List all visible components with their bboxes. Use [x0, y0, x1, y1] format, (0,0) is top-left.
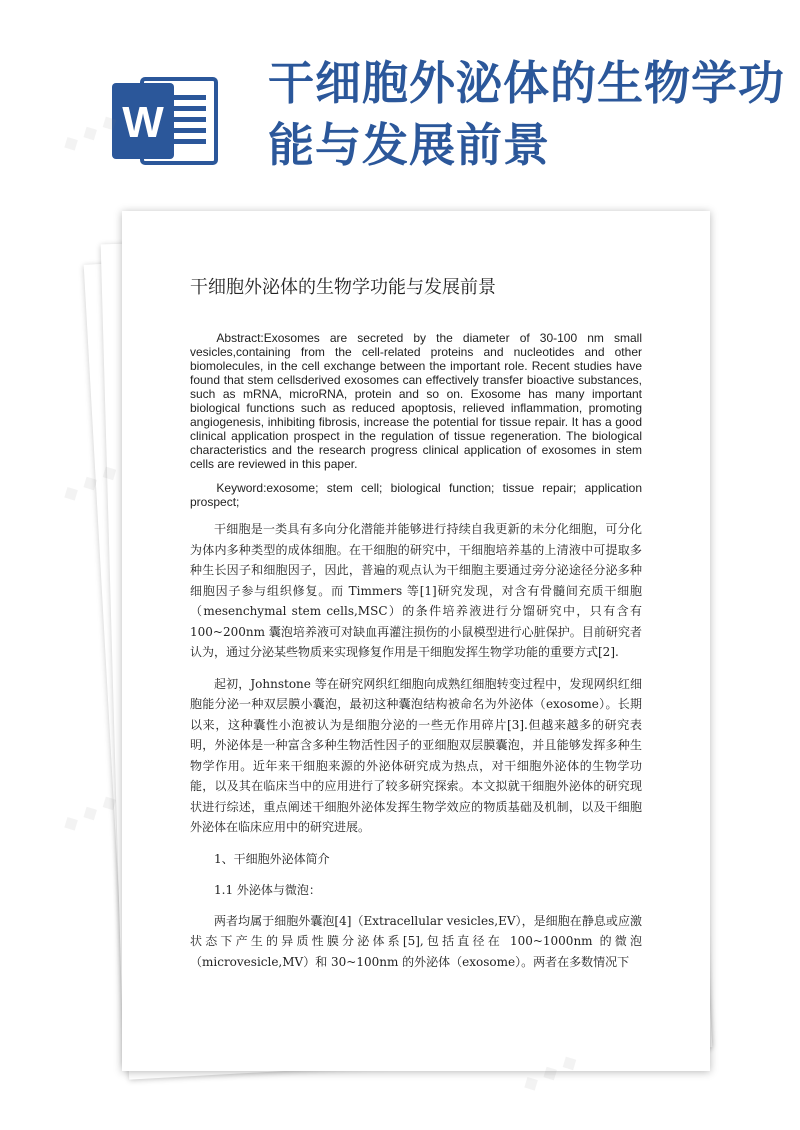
keywords: Keyword:exosome; stem cell; biological function; tissue repair; application prospect; [190, 481, 642, 509]
watermark: ◆ ◆ ◆ [517, 1047, 582, 1097]
paragraph: 两者均属于细胞外囊泡[4]（Extracellular vesicles,EV），是细胞在静息或应激状态下产生的异质性膜分泌体系[5],包括直径在 100~1000nm 的微泡（microvesicle,MV）和 30~100nm 的外泌体（exosome）。两者在多数情况下 [190, 913, 642, 969]
banner-title: 干细胞外泌体的生物学功能与发展前景 [268, 56, 785, 172]
subsection-heading: 1.1 外泌体与微泡： [214, 882, 321, 897]
document-content [190, 273, 642, 983]
watermark: ◆ ◆ ◆ [57, 107, 122, 157]
document-page [122, 211, 710, 1071]
word-document-icon [112, 73, 222, 169]
paragraph: 干细胞是一类具有多向分化潜能并能够进行持续自我更新的未分化细胞，可分化为体内多种类型的成体细胞。在干细胞的研究中，干细胞培养基的上清液中可提取多种生长因子和细胞因子，因此，普遍的观点认为干细胞主要通过旁分泌途径分泌多种细胞因子参与组织修复。而 Timmers 等[1]研究发现，对含有骨髓间充质干细胞（mesenchymal stem cells,MSC）的条件培养液进行分馏研究中，只有含有 100~200nm 囊泡培养液可对缺血再灌注损伤的小鼠模型进行心脏保护。目前研究者认为，通过分泌某些物质来实现修复作用是干细胞发挥生物学功能的重要方式[2]. [190, 522, 642, 659]
watermark: ◆ ◆ ◆ [57, 457, 122, 507]
section-heading: 1、干细胞外泌体简介 [214, 851, 330, 866]
watermark: ◆ ◆ ◆ [57, 787, 122, 837]
abstract: Abstract:Exosomes are secreted by the diameter of 30-100 nm small vesicles,containing from the cell-related proteins and nucleotides and other biomolecules, in the cell exchange between the important role. Recent studies have found that stem cellsderived exosomes can effectively transfer bioactive substances, such as mRNA, microRNA, protein and so on. Exosome has many important biological functions such as reduced apoptosis, relieved inflammation, promoting angiogenesis, inhibiting fibrosis, increase the potential for tissue repair. It has a good clinical application prospect in the regulation of tissue regeneration. The biological characteristics and the research progress clinical application of exosomes in stem cells are reviewed in this paper. [190, 331, 642, 471]
banner [0, 0, 800, 200]
document-title: 干细胞外泌体的生物学功能与发展前景 [190, 277, 496, 298]
paragraph: 起初，Johnstone 等在研究网织红细胞向成熟红细胞转变过程中，发现网织红细胞能分泌一种双层膜小囊泡，最初这种囊泡结构被命名为外泌体（exosome）。长期以来，这种囊性小泡被认为是细胞分泌的一些无作用碎片[3].但越来越多的研究表明，外泌体是一种富含多种生物活性因子的亚细胞双层膜囊泡，并且能够发挥多种生物学作用。近年来干细胞来源的外泌体研究成为热点，对干细胞外泌体的生物学功能，以及其在临床当中的应用进行了较多研究探索。本文拟就干细胞外泌体的研究现状进行综述，重点阐述干细胞外泌体发挥生物学效应的物质基础及机制，以及干细胞外泌体在临床应用中的研究进展。 [190, 676, 642, 834]
word-icon-letter: W [122, 98, 164, 147]
